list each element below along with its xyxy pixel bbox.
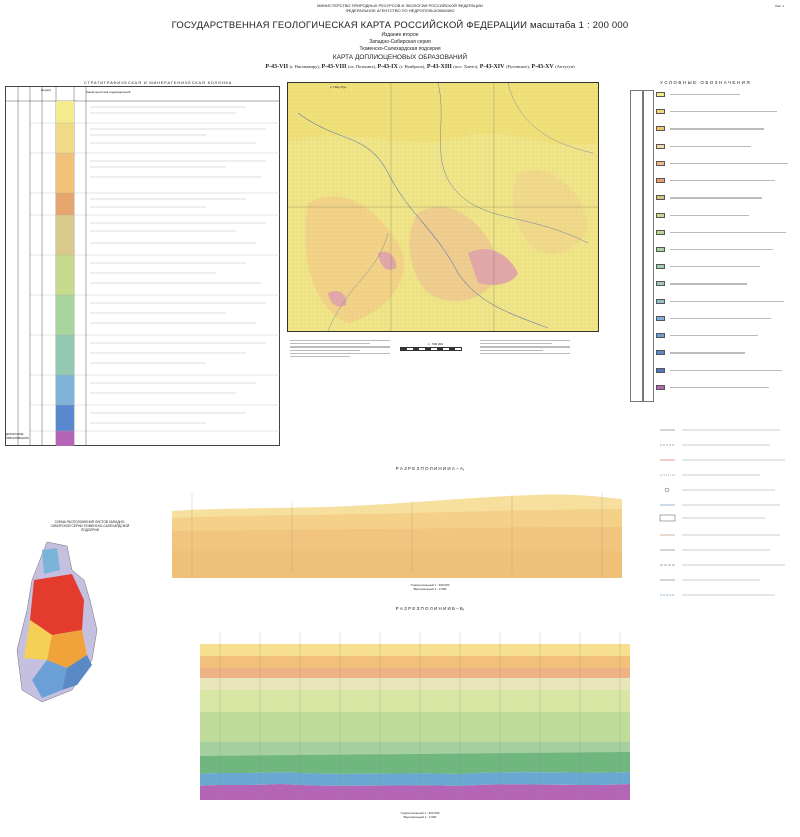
- legend-swatch-description: [670, 370, 782, 371]
- legend-swatch: [656, 126, 665, 131]
- sheet-list: [230, 64, 610, 70]
- section-a-graphic: [172, 473, 622, 578]
- index-map[interactable]: [12, 540, 122, 705]
- section-b-graphic: [200, 622, 630, 807]
- section-a-scale-h: Горизонтальный 1 : 200 000: [410, 583, 450, 587]
- legend-swatch-description: [670, 318, 771, 319]
- sheet-name-6: (Аптугун): [555, 64, 575, 69]
- sheet-code-5: P-43-XIV: [479, 64, 505, 70]
- legend-title: УСЛОВНЫЕ ОБОЗНАЧЕНИЯ: [660, 80, 752, 85]
- map-name: КАРТА ДОПЛИОЦЕНОВЫХ ОБРАЗОВАНИЙ: [332, 54, 468, 61]
- strat-column-graphic: [6, 87, 280, 446]
- strat-column: [5, 86, 280, 446]
- strat-bottom-label: ДОЮРСКИЕ ОБРАЗОВАНИЯ: [6, 432, 29, 440]
- section-b[interactable]: [200, 622, 630, 807]
- legend-swatch: [656, 92, 665, 97]
- legend-symbols: [630, 410, 795, 610]
- legend-swatch: [656, 230, 665, 235]
- legend-swatch-description: [670, 94, 740, 95]
- sheet-number: Лист 1: [775, 4, 785, 8]
- sheet-name-2: (оз. Потымпэ),: [347, 64, 377, 69]
- sheet-code-6: P-43-XV: [531, 64, 554, 70]
- sheet-code-3: P-43-IX: [377, 64, 398, 70]
- legend-swatch: [656, 144, 665, 149]
- legend-swatch-description: [670, 266, 760, 267]
- ministry-line-1: МИНИСТЕРСТВО ПРИРОДНЫХ РЕСУРСОВ И ЭКОЛОГИИ РОССИЙСКОЙ ФЕДЕРАЦИИ: [317, 3, 483, 8]
- section-a[interactable]: [172, 473, 622, 578]
- legend-swatch: [656, 109, 665, 114]
- sheet-code-4: P-43-XIII: [426, 64, 452, 70]
- index-map-graphic: [12, 540, 122, 705]
- geologic-map[interactable]: [287, 82, 599, 332]
- sheet-name-4: (пос. Ханто),: [453, 64, 479, 69]
- legend-swatch-description: [670, 335, 758, 336]
- legend: [630, 90, 795, 410]
- legend-swatch: [656, 213, 665, 218]
- sheet-code-1: P-43-VII: [265, 64, 289, 70]
- section-b-scale-v: Вертикальный 1 : 2 000: [403, 815, 437, 819]
- legend-swatch: [656, 385, 665, 390]
- section-a-scale-v: Вертикальный 1 : 2 000: [413, 587, 447, 591]
- legend-swatch-description: [670, 249, 773, 250]
- legend-swatch: [656, 178, 665, 183]
- legend-swatch-description: [670, 163, 788, 164]
- geologic-map-graphic: [288, 83, 598, 331]
- strat-column-title: СТРАТИГРАФИЧЕСКАЯ И МИНЕРАГЕНИЧЕСКАЯ КОЛОНКА: [83, 80, 233, 85]
- sheet-name-3: (г. Ноябрьск),: [399, 64, 426, 69]
- river-label: р. Пяку-Пур: [330, 85, 347, 89]
- series: Западно-Сибирская серия: [369, 39, 431, 45]
- sheet-name-1: (г. Нягонавиру),: [289, 64, 320, 69]
- edition: Издание второе: [381, 32, 419, 38]
- strat-col-index-header: Индекс: [41, 88, 52, 92]
- legend-swatch: [656, 161, 665, 166]
- subseries: Тюменско-Салехардская подсерия: [359, 46, 441, 52]
- legend-swatch: [656, 195, 665, 200]
- legend-swatch-description: [670, 215, 749, 216]
- index-map-title: СХЕМА РАСПОЛОЖЕНИЯ ЛИСТОВ ЗАПАДНО-СИБИРСКОЙ СЕРИИ ТЮМЕНСКО-САЛЕХАРДСКОЙ ПОДСЕРИИ: [50, 520, 130, 532]
- legend-swatch: [656, 247, 665, 252]
- legend-swatch: [656, 281, 665, 286]
- legend-swatch-description: [670, 352, 745, 353]
- legend-swatch-description: [670, 128, 764, 129]
- strat-col-description-header: Характеристика подразделений: [86, 90, 131, 94]
- legend-swatch: [656, 299, 665, 304]
- ministry-line-2: ФЕДЕРАЛЬНОЕ АГЕНТСТВО ПО НЕДРОПОЛЬЗОВАНИЮ: [345, 8, 455, 13]
- legend-swatch-description: [670, 180, 775, 181]
- legend-swatch-description: [670, 387, 769, 388]
- legend-swatch: [656, 350, 665, 355]
- legend-swatch-description: [670, 111, 777, 112]
- section-a-title: Р А З Р Е З П О Л И Н И И А – А₁: [395, 466, 465, 471]
- legend-swatch-description: [670, 301, 784, 302]
- legend-system-column: [642, 90, 654, 402]
- map-title: ГОСУДАРСТВЕННАЯ ГЕОЛОГИЧЕСКАЯ КАРТА РОССИЙСКОЙ ФЕДЕРАЦИИ масштаба 1 : 200 000: [171, 20, 629, 31]
- legend-swatch-description: [670, 283, 747, 284]
- sheet-name-5: (Русинское),: [505, 64, 530, 69]
- legend-swatch: [656, 316, 665, 321]
- legend-swatch: [656, 368, 665, 373]
- map-notes-left: [290, 338, 390, 359]
- map-notes-right: [480, 338, 570, 356]
- section-b-scale-h: Горизонтальный 1 : 200 000: [400, 811, 440, 815]
- legend-swatch-description: [670, 146, 751, 147]
- section-b-title: Р А З Р Е З П О Л И Н И И Б – Б₁: [395, 606, 465, 611]
- legend-swatch: [656, 333, 665, 338]
- legend-swatch-description: [670, 197, 762, 198]
- legend-swatch-description: [670, 232, 786, 233]
- sheet-code-2: P-43-VIII: [321, 64, 347, 70]
- scale-label: 1 : 500 000: [428, 342, 444, 346]
- scale-bar: [400, 347, 462, 351]
- legend-swatch: [656, 264, 665, 269]
- legend-symbols-graphic: [630, 410, 795, 610]
